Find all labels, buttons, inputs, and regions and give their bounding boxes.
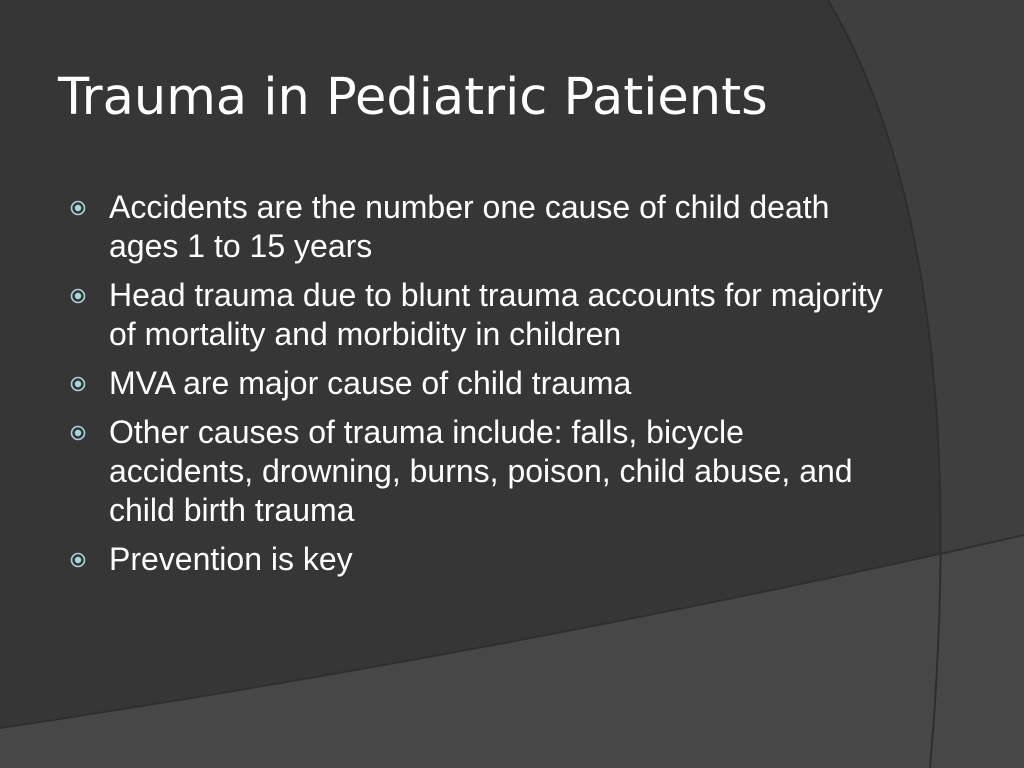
circled-dot-icon — [70, 376, 86, 392]
bullet-text: Accidents are the number one cause of child death ages 1 to 15 years — [109, 189, 830, 264]
bullet-list — [66, 188, 886, 589]
circled-dot-icon — [70, 425, 86, 441]
bullet-text: Prevention is key — [109, 541, 353, 577]
circled-dot-icon — [70, 552, 86, 568]
slide-title: Trauma in Pediatric Patients — [58, 68, 768, 127]
bullet-item — [66, 188, 886, 266]
bullet-text: Head trauma due to blunt trauma accounts for majority of mortality and morbidity in children — [109, 277, 883, 352]
circled-dot-icon — [70, 288, 86, 304]
circled-dot-icon — [70, 200, 86, 216]
bullet-item — [66, 540, 886, 579]
bullet-item — [66, 413, 886, 530]
bullet-item — [66, 364, 886, 403]
bullet-text: Other causes of trauma include: falls, bicycle accidents, drowning, burns, poison, child abuse, and child birth trauma — [109, 414, 853, 528]
bullet-text: MVA are major cause of child trauma — [109, 365, 632, 401]
bullet-item — [66, 276, 886, 354]
